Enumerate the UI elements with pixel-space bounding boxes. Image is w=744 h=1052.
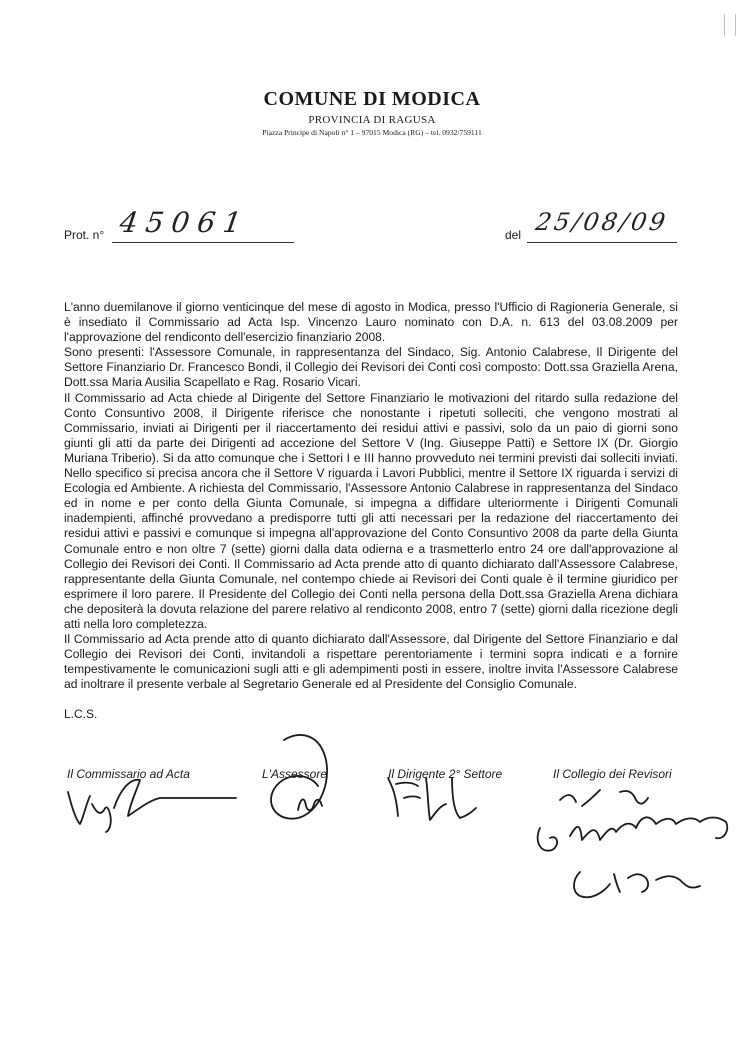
signature-revisore-1 — [560, 790, 648, 806]
paragraph: Il Commissario ad Acta prende atto di quanto dichiarato dall'Assessore, dal Dirigente del Settore Finanziario e dal Collegio dei Revisori dei Conti, invitandoli a rispettare perentoriamente i termini sopra indicati e a fornire tempestivamente le comunicazioni sugli atti e gli adempimenti posti in essere, inoltre invita l'Assessore Calabrese ad inoltrare il presente verbale al Segretario Generale ed al Presidente del Consiglio Comunale. — [64, 632, 678, 692]
signature-label-revisori: Il Collegio dei Revisori — [553, 767, 672, 781]
office-address: Piazza Principe di Napoli n° 1 – 97015 Modica (RG) – tel. 0932/759111 — [262, 128, 482, 137]
protocol-label: Prot. n° — [64, 228, 105, 242]
paragraph: Sono presenti: l'Assessore Comunale, in rappresentanza del Sindaco, Sig. Antonio Calabrese, Il Dirigente del Settore Finanziario Dr. Francesco Bondi, il Collegio dei Revisori dei Conti così composto: Dott.ssa Graziella Arena, Dott.ssa Maria Ausilia Scapellato e Rag. Rosario Vicari. — [64, 345, 678, 390]
paragraph: L'anno duemilanove il giorno venticinque del mese di agosto in Modica, presso l'Ufficio di Ragioneria Generale, si è insediato il Commissario ad Acta Isp. Vincenzo Lauro nominato con D.A. n. 613 del 03.08.2009 per l'approvazione del rendiconto dell'esercizio finanziario 2008. — [64, 300, 678, 345]
municipality-title: COMUNE DI MODICA — [263, 88, 481, 110]
signature-label-assessore: L'Assessore — [262, 767, 327, 781]
protocol-date-handwritten: 25/08/09 — [533, 208, 671, 236]
signature-revisore-2 — [538, 817, 728, 850]
province-subtitle: PROVINCIA DI RAGUSA — [308, 114, 436, 126]
signature-commissario — [68, 780, 236, 832]
signature-label-commissario: Il Commissario ad Acta — [67, 767, 190, 781]
scan-corner-mark — [724, 14, 736, 36]
minutes-body — [64, 300, 678, 692]
protocol-number-handwritten: 45061 — [117, 206, 252, 239]
date-underline — [527, 242, 677, 243]
signature-dirigente — [388, 778, 476, 820]
protocol-underline — [112, 242, 294, 243]
letterhead — [0, 88, 744, 137]
signature-revisore-3 — [574, 872, 700, 897]
handwritten-signatures — [0, 720, 744, 920]
protocol-row — [64, 206, 678, 246]
lcs-mark: L.C.S. — [64, 707, 98, 721]
paragraph: Il Commissario ad Acta chiede al Dirigente del Settore Finanziario le motivazioni del ritardo sulla redazione del Conto Consuntivo 2008, il Dirigente riferisce che nonostante i ripetuti solleciti, che vengono mostrati al Commissario, inviati ai Dirigenti per il riaccertamento dei residui attivi e passivi, solo da un paio di giorni sono giunti gli atti da parte dei Dirigenti ad accezione del Settore V (Ing. Giuseppe Patti) e Settore IX (Dr. Giorgio Muriana Triberio). Si da atto comunque che i Settori I e III hanno provveduto nei termini previsti dai solleciti inviati. Nello specifico si precisa ancora che il Settore V riguarda i Lavori Pubblici, mentre il Settore IX riguarda i servizi di Ecologia ed Ambiente. A richiesta del Commissario, l'Assessore Antonio Calabrese in rappresentanza del Sindaco ed in nome e per conto della Giunta Comunale, si impegna a diffidare ulteriormente i Dirigenti Comunali inadempienti, affinché provvedano a predisporre tutti gli atti necessari per la redazione del riaccertamento dei residui attivi e passivi e comunque si impegna all'approvazione del Conto Consuntivo 2008 da parte della Giunta Comunale entro e non oltre 7 (sette) giorni dalla data odierna e a trasmetterlo entro 24 ore dall'approvazione al Collegio dei Revisori dei Conti. Il Commissario ad Acta prende atto di quanto dichiarato dall'Assessore Calabrese, rappresentante della Giunta Comunale, nel contempo chiede ai Revisori dei Conti quale è il termine giuridico per esprimere il loro parere. Il Presidente del Collegio dei Conti nella persona della Dott.ssa Graziella Arena dichiara che depositerà la dovuta relazione del parere relativo al rendiconto 2008, entro 7 (sette) giorni dalla ricezione degli atti nella loro completezza. — [64, 390, 678, 631]
signature-assessore — [271, 735, 327, 819]
signature-label-dirigente: Il Dirigente 2° Settore — [388, 767, 503, 781]
date-label: del — [505, 228, 522, 242]
